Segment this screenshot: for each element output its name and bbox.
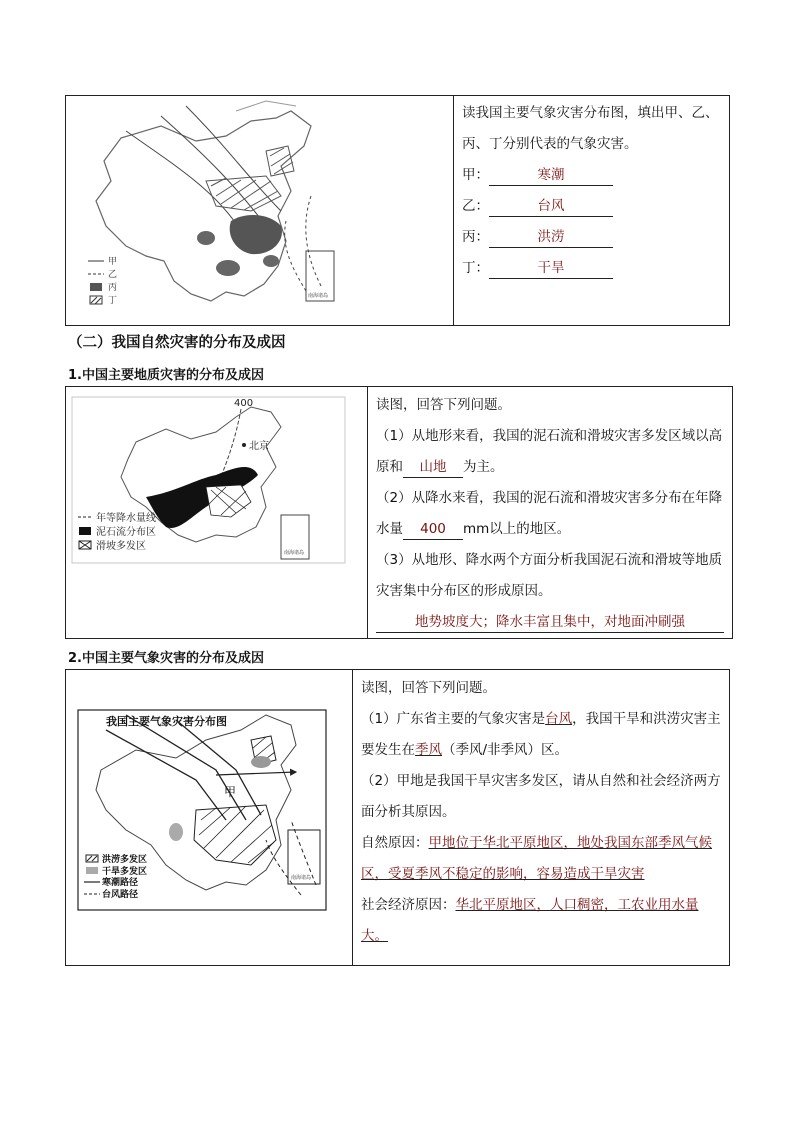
drought-area xyxy=(251,756,271,768)
china-outline xyxy=(96,111,311,301)
question-cell xyxy=(454,96,730,326)
subsection-title-meteorological: 2.中国主要气象灾害的分布及成因 xyxy=(68,651,264,666)
intro-text: 读图，回答下列问题。 xyxy=(361,680,496,696)
answer-bing[interactable]: 洪涝 xyxy=(489,227,613,248)
meteorological-disaster-map xyxy=(66,96,453,325)
answer-row-bing: 丙： 洪涝 xyxy=(462,222,721,253)
jia-label: 甲 xyxy=(224,785,237,799)
answer-monsoon[interactable]: 季风 xyxy=(415,742,442,758)
beijing-label: 北京 xyxy=(249,441,269,452)
geological-disaster-map xyxy=(66,387,367,638)
map-cell xyxy=(66,387,368,639)
answer-row-jia: 甲： 寒潮 xyxy=(462,160,721,191)
svg-text:南海诸岛: 南海诸岛 xyxy=(291,875,312,881)
intro-text: 读图，回答下列问题。 xyxy=(376,397,511,413)
meteorological-cause-map xyxy=(66,670,352,965)
map-cell xyxy=(66,670,353,966)
typhoon-path xyxy=(266,840,301,895)
isohyet-label-top: 400 xyxy=(234,398,254,409)
answer-yi[interactable]: 台风 xyxy=(489,196,613,217)
question-cell xyxy=(353,670,730,966)
table-meteorological-disasters xyxy=(65,95,730,326)
svg-text:丙: 丙 xyxy=(108,283,118,293)
answer-rainfall[interactable]: 400 xyxy=(403,519,463,540)
prompt-text: 读我国主要气象灾害分布图，填出甲、乙、丙、丁分别代表的气象灾害。 xyxy=(462,105,719,152)
social-cause: 社会经济原因：华北平原地区，人口稠密，工农业用水量大。 xyxy=(361,897,699,944)
answer-guangdong[interactable]: 台风 xyxy=(545,711,573,727)
answer-natural[interactable]: 甲地位于华北平原地区，地处我国东部季风气候区，受夏季风不稳定的影响，容易造成干旱灾害 xyxy=(361,835,712,882)
flood-area xyxy=(230,215,282,254)
natural-cause: 自然原因：甲地位于华北平原地区，地处我国东部季风气候区，受夏季风不稳定的影响，容易造成干旱灾害 xyxy=(361,835,712,882)
svg-text:泥石流分布区: 泥石流分布区 xyxy=(96,527,156,538)
svg-text:南海诸岛: 南海诸岛 xyxy=(308,293,329,299)
svg-text:乙: 乙 xyxy=(108,270,118,280)
svg-text:干旱多发区: 干旱多发区 xyxy=(102,867,148,877)
question-1: （1）从地形来看，我国的泥石流和滑坡灾害多发区域以高原和 山地 为主。 xyxy=(376,421,724,483)
svg-text:丁: 丁 xyxy=(108,296,118,306)
table-geological-disasters xyxy=(65,386,733,639)
map-legend xyxy=(84,853,147,900)
question-3: （3）从地形、降水两个方面分析我国泥石流和滑坡等地质灾害集中分布区的形成原因。 xyxy=(376,552,723,599)
question-2: （2）甲地是我国干旱灾害多发区，请从自然和社会经济两方面分析其原因。 xyxy=(361,773,721,820)
answer-jia[interactable]: 寒潮 xyxy=(489,165,613,186)
svg-text:洪涝多发区: 洪涝多发区 xyxy=(102,855,148,865)
map-title: 我国主要气象灾害分布图 xyxy=(106,715,227,728)
flood-area xyxy=(194,805,276,865)
answer-social[interactable]: 华北平原地区，人口稠密，工农业用水量大。 xyxy=(361,897,699,944)
svg-text:寒潮路径: 寒潮路径 xyxy=(102,878,139,888)
table-meteorological-causes xyxy=(65,669,730,966)
cold-wave-path xyxy=(106,730,226,820)
answer-row-yi: 乙： 台风 xyxy=(462,191,721,222)
map-legend xyxy=(88,256,117,306)
answer-terrain[interactable]: 山地 xyxy=(403,457,463,478)
subsection-title-geological: 1.中国主要地质灾害的分布及成因 xyxy=(68,368,264,383)
map-cell xyxy=(66,96,454,326)
answer-row-ding: 丁： 干旱 xyxy=(462,253,721,284)
answer-ding[interactable]: 干旱 xyxy=(489,258,613,279)
question-cell xyxy=(368,387,733,639)
svg-text:年等降水量线: 年等降水量线 xyxy=(96,513,156,524)
map-legend xyxy=(78,511,156,552)
svg-text:台风路径: 台风路径 xyxy=(102,890,139,900)
question-1: （1）广东省主要的气象灾害是台风，我国干旱和洪涝灾害主要发生在季风（季风/非季风）区。 xyxy=(361,711,721,758)
svg-text:南海诸岛: 南海诸岛 xyxy=(284,550,305,556)
section-heading: （二）我国自然灾害的分布及成因 xyxy=(68,335,286,351)
landslide-area xyxy=(206,485,251,517)
answer-cause[interactable]: 地势坡度大；降水丰富且集中，对地面冲刷强 xyxy=(376,612,724,633)
question-2: （2）从降水来看，我国的泥石流和滑坡灾害多分布在年降水量 400 mm以上的地区。 xyxy=(376,483,724,545)
svg-text:甲: 甲 xyxy=(108,257,118,267)
svg-text:滑坡多发区: 滑坡多发区 xyxy=(96,541,146,552)
